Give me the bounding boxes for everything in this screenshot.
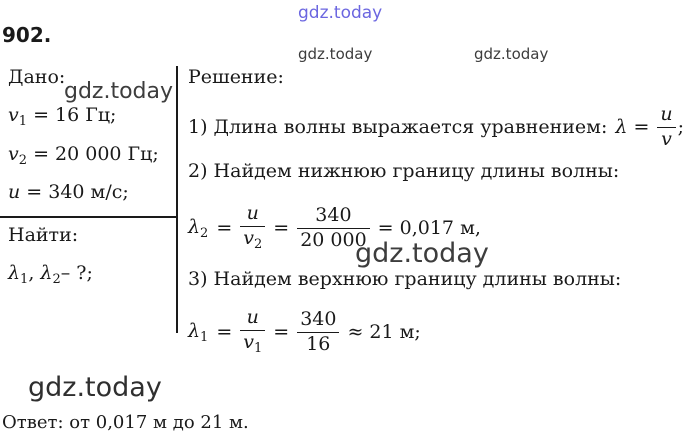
watermark-top: gdz.today <box>298 3 383 23</box>
solution-step-2-text: 2) Найдем нижнюю границу длины волны: <box>188 160 620 182</box>
watermark-small-2: gdz.today <box>474 45 549 63</box>
find-header: Найти: <box>8 224 79 246</box>
solution-header: Решение: <box>188 66 284 88</box>
given-u: u = 340 м/с; <box>8 181 129 203</box>
given-divider-vertical <box>176 66 178 333</box>
solution-step-3-formula: $\lambda_1$ = $\frac{u}{v_1}$ = $\frac{340}{16}$ ≈ 21 м; <box>188 306 421 356</box>
find-values: $\lambda_1$, $\lambda_2-$ ?; <box>8 262 93 287</box>
given-header: Дано: <box>8 66 66 88</box>
solution-step-2-formula: $\lambda_2$ = $\frac{u}{v_2}$ = $\frac{340}{20 000}$ = 0,017 м, <box>188 202 481 252</box>
given-v2: $v_2 = 20$ 000 Гц; <box>8 143 159 168</box>
answer-line: Ответ: от 0,017 м до 21 м. <box>2 412 249 433</box>
watermark-bottom: gdz.today <box>28 372 162 403</box>
watermark-middle: gdz.today <box>355 238 489 269</box>
solution-step-1: 1) Длина волны выражается уравнением: λ = $\frac{u}{v}$ ; <box>188 102 684 150</box>
problem-number: 902. <box>2 23 52 47</box>
given-v1: $v_1 = 16$ Гц; <box>8 104 117 129</box>
solution-step-3-text: 3) Найдем верхнюю границу длины волны: <box>188 268 622 290</box>
watermark-given: gdz.today <box>64 79 174 104</box>
watermark-small-1: gdz.today <box>298 45 373 63</box>
given-divider-horizontal <box>0 216 176 218</box>
